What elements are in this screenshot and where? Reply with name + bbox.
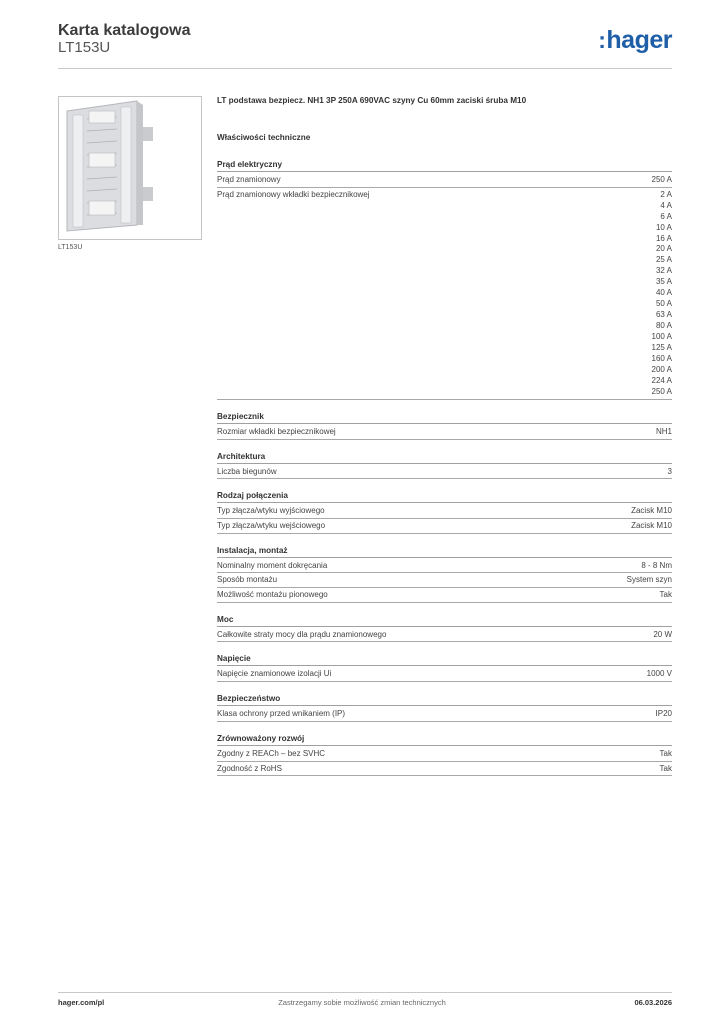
section-sustainability (217, 733, 672, 776)
hager-logo[interactable]: :hager (598, 26, 672, 54)
page-title: Karta katalogowa (58, 22, 191, 39)
technical-properties-heading: Właściwości techniczne (217, 133, 311, 142)
spec-row-rohs: Zgodność z RoHS Tak (217, 762, 672, 777)
spec-row-fuse-rated-current: Prąd znamionowy wkładki bezpiecznikowej 2 A 4 A 6 A 10 A 16 A 20 A 25 A 32 A 35 A 40 A 50 A 63 A 80 A 100 A 125 A 160 A 200 A 224 A 250 A (217, 188, 672, 400)
spec-row-ip-class: Klasa ochrony przed wnikaniem (IP) IP20 (217, 707, 672, 722)
spec-row-poles: Liczba biegunów 3 (217, 465, 672, 480)
spec-row-rated-current: Prąd znamionowy 250 A (217, 173, 672, 188)
fuse-base-illustration (59, 97, 201, 239)
section-title: Prąd elektryczny (217, 159, 672, 172)
footer-divider (58, 992, 672, 993)
footer-disclaimer: Zastrzegamy sobie możliwość zmian technicznych (278, 998, 446, 1007)
header-divider (58, 68, 672, 69)
footer-website-link[interactable]: hager.com/pl (58, 998, 105, 1007)
section-fuse (217, 411, 672, 440)
section-safety (217, 693, 672, 722)
spec-row-fuse-size: Rozmiar wkładki bezpiecznikowej NH1 (217, 425, 672, 440)
spec-row-input-connector: Typ złącza/wtyku wejściowego Zacisk M10 (217, 519, 672, 534)
section-title: Zrównoważony rozwój (217, 733, 672, 746)
section-title: Instalacja, montaż (217, 545, 672, 558)
product-image (58, 96, 202, 240)
section-electric-current (217, 159, 672, 400)
product-details (217, 96, 672, 787)
product-code: LT153U (58, 39, 111, 56)
image-caption: LT153U (58, 244, 83, 251)
spec-row-mounting-method: Sposób montażu System szyn (217, 573, 672, 588)
footer-date: 06.03.2026 (634, 998, 672, 1007)
section-power (217, 614, 672, 643)
section-title: Moc (217, 614, 672, 627)
section-voltage (217, 653, 672, 682)
section-title: Bezpiecznik (217, 411, 672, 424)
spec-row-reach: Zgodny z REACh – bez SVHC Tak (217, 747, 672, 762)
section-title: Napięcie (217, 653, 672, 666)
section-installation (217, 545, 672, 603)
section-architecture (217, 451, 672, 480)
product-description: LT podstawa bezpiecz. NH1 3P 250A 690VAC szyny Cu 60mm zaciski śruba M10 (217, 96, 527, 105)
spec-row-insulation-voltage: Napięcie znamionowe izolacji Ui 1000 V (217, 667, 672, 682)
spec-row-torque: Nominalny moment dokręcania 8 - 8 Nm (217, 559, 672, 574)
fuse-current-values: 2 A 4 A 6 A 10 A 16 A 20 A 25 A 32 A 35 A 40 A 50 A 63 A 80 A 100 A 125 A 160 A 200 A 224 A 250 A (651, 189, 672, 396)
section-connection-type (217, 490, 672, 533)
spec-row-output-connector: Typ złącza/wtyku wyjściowego Zacisk M10 (217, 504, 672, 519)
section-title: Architektura (217, 451, 672, 464)
section-title: Bezpieczeństwo (217, 693, 672, 706)
section-title: Rodzaj połączenia (217, 490, 672, 503)
spec-row-power-loss: Całkowite straty mocy dla prądu znamionowego 20 W (217, 628, 672, 643)
spec-row-vertical-mounting: Możliwość montażu pionowego Tak (217, 588, 672, 603)
